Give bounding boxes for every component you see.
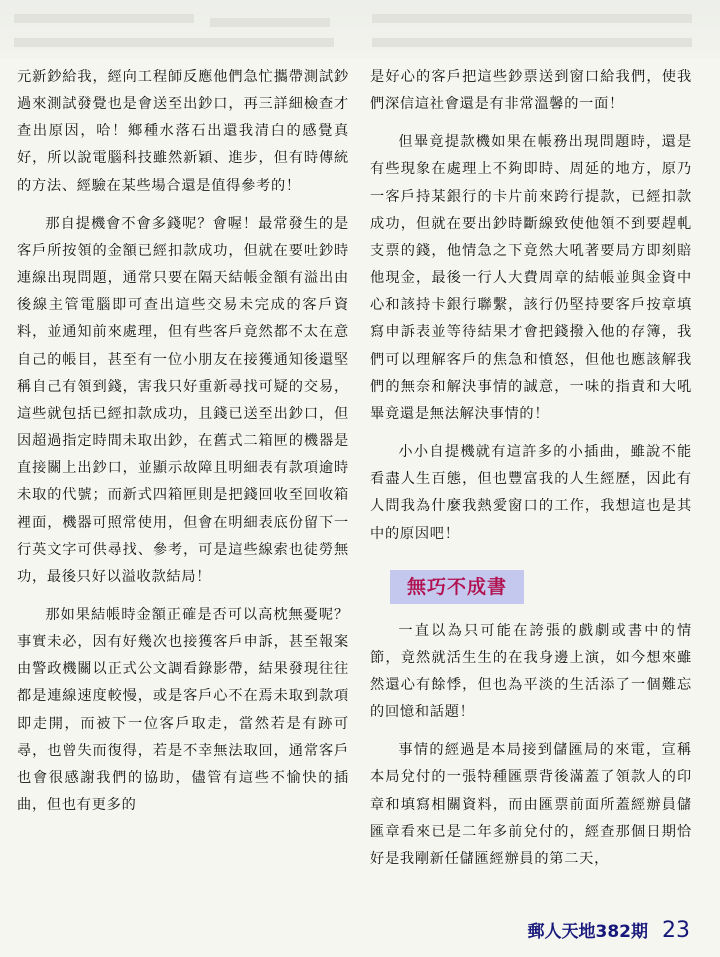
paragraph: 那自提機會不會多錢呢？會喔！最常發生的是客戶所按領的金額已經扣款成功，但就在要吐鈔時連線出現問題，通常只要在隔天結帳金額有溢出由後線主管電腦即可查出這些交易未完成的客戶資料，並通知前來處理，但有些客戶竟然都不太在意自己的帳目，甚至有一位小朋友在接獲通知後還堅稱自己有領到錢，害我只好重新尋找可疑的交易，這些就包括已經扣款成功，且錢已送至出鈔口，但因超過指定時間未取出鈔，在舊式二箱匣的機器是直接關上出鈔口，並顯示故障且明細表有款項逾時未取的代號；而新式四箱匣則是把錢回收至回收箱裡面，機器可照常使用，但會在明細表底份留下一行英文字可供尋找、參考，可是這些線索也徒勞無功，最後只好以溢收款結局！ [17, 215, 349, 585]
bleed-through-line [372, 38, 692, 47]
paragraph: 那如果結帳時金額正確是否可以高枕無憂呢？事實未必，因有好幾次也接獲客戶申訴，甚至報案由警政機關以正式公文調看錄影帶，結果發現往往都是連線速度較慢，或是客戶心不在焉未取到款項即走開，而被下一位客戶取走，當然若是有跡可尋，也曾失而復得，若是不幸無法取回，通常客戶也會很感謝我們的協助，儘管有這些不愉快的插曲，但也有更多的 [17, 606, 349, 814]
paragraph: 但畢竟提款機如果在帳務出現問題時，還是有些現象在處理上不夠即時、周延的地方，原乃一客戶持某銀行的卡片前來跨行提款，已經扣款成功，但就在要出鈔時斷線致使他領不到要趕軋支票的錢，他情急之下竟然大吼著要局方即刻賠他現金，最後一行人大費周章的結帳並與金資中心和該持卡銀行聯繫，該行仍堅持要客戶按章填寫申訴表並等待結果才會把錢撥入他的存簿，我們可以理解客戶的焦急和憤怒，但他也應該解我們的無奈和解決事情的誠意，一味的指責和大吼畢竟還是無法解決事情的！ [370, 134, 692, 422]
section-heading-wrap [370, 570, 692, 604]
paragraph: 小小自提機就有這許多的小插曲，雖說不能看盡人生百態，但也豐富我的人生經歷，因此有人問我為什麼我熱愛窗口的工作，我想這也是其中的原因吧！ [370, 444, 692, 542]
paragraph: 事情的經過是本局接到儲匯局的來電，宣稱本局兌付的一張特種匯票背後滿蓋了領款人的印章和填寫相關資料，而由匯票前面所蓋經辦員儲匯章看來已是二年多前兌付的，經查那個日期恰好是我剛新任儲匯經辦員的第二天， [370, 742, 692, 867]
bleed-through-line [210, 18, 330, 27]
paragraph: 是好心的客戶把這些鈔票送到窗口給我們，使我們深信這社會還是有非常溫馨的一面！ [370, 69, 692, 113]
paragraph: 元新鈔給我，經向工程師反應他們急忙攜帶測試鈔過來測試發覺也是會送至出鈔口，再三詳細檢查才查出原因，哈！鄉種水落石出還我清白的感覺真好，所以說電腦科技雖然新穎、進步，但有時傳統的方法、經驗在某些場合還是值得參考的！ [17, 69, 349, 194]
right-column [370, 64, 692, 873]
bleed-through-line [372, 14, 692, 23]
bleed-through-band [0, 0, 720, 58]
magazine-issue: 郵人天地382期 [527, 922, 648, 942]
page-footer [528, 917, 691, 943]
paragraph: 一直以為只可能在誇張的戲劇或書中的情節，竟然就活生生的在我身邊上演，如今想來雖然還心有餘悸，但也為平淡的生活添了一個難忘的回憶和話題！ [370, 622, 692, 721]
left-column [17, 64, 349, 819]
page-number: 23 [662, 918, 690, 943]
bleed-through-line [14, 38, 334, 47]
section-heading: 無巧不成書 [390, 570, 524, 604]
bleed-through-line [14, 14, 194, 23]
